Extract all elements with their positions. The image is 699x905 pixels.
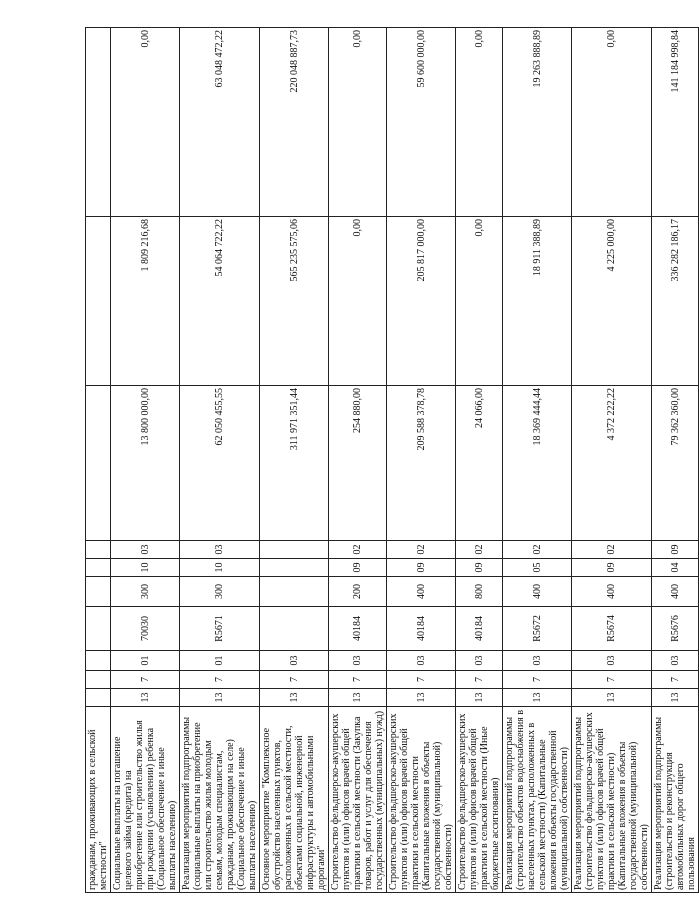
code-cell-3: 01 [180, 651, 260, 671]
table-row [180, 28, 260, 893]
table-row [111, 28, 180, 893]
amount-cell-1: 209 588 378,78 [387, 386, 456, 541]
amount-cell-3: 63 048 472,22 [180, 28, 260, 217]
empty-cell [86, 386, 111, 541]
table-header-row [86, 28, 111, 893]
row-name-cell: Реализация мероприятий подпрограммы (строительство объектов водоснабжения в населенных пунктах, расположенных в сельской местности) (Капитальные вложения в объекты государственной (муниципальной) собственности) [503, 707, 572, 893]
amount-cell-1: 18 369 444,44 [503, 386, 572, 541]
code-cell-6: 09 [387, 559, 456, 577]
code-cell-6: 09 [456, 559, 503, 577]
code-cell-3: 03 [503, 651, 572, 671]
code-cell-3: 03 [456, 651, 503, 671]
amount-cell-1: 62 050 455,55 [180, 386, 260, 541]
code-cell-6: 09 [572, 559, 652, 577]
code-cell-5: 800 [456, 577, 503, 607]
code-cell-2: 7 [503, 671, 572, 689]
code-cell-2: 7 [111, 671, 180, 689]
code-cell-3: 03 [387, 651, 456, 671]
code-cell-2: 7 [180, 671, 260, 689]
code-cell-5: 400 [572, 577, 652, 607]
empty-cell [86, 689, 111, 707]
code-cell-6: 04 [652, 559, 699, 577]
code-cell-4: R5672 [503, 607, 572, 651]
code-cell-7: 02 [456, 541, 503, 559]
header-text-cell: гражданам, проживающих в сельской местности" [86, 707, 111, 893]
amount-cell-3: 0,00 [111, 28, 180, 217]
code-cell-2: 7 [329, 671, 387, 689]
empty-cell [86, 651, 111, 671]
code-cell-5: 200 [329, 577, 387, 607]
amount-cell-3: 19 263 888,89 [503, 28, 572, 217]
amount-cell-1: 311 971 351,44 [260, 386, 329, 541]
amount-cell-3: 220 048 887,73 [260, 28, 329, 217]
empty-cell [86, 671, 111, 689]
code-cell-1: 13 [503, 689, 572, 707]
code-cell-4 [260, 607, 329, 651]
code-cell-5: 400 [387, 577, 456, 607]
empty-cell [86, 217, 111, 386]
code-cell-3: 03 [329, 651, 387, 671]
code-cell-4: 40184 [456, 607, 503, 651]
code-cell-3: 01 [111, 651, 180, 671]
code-cell-4: 40184 [329, 607, 387, 651]
code-cell-5: 400 [652, 577, 699, 607]
code-cell-1: 13 [572, 689, 652, 707]
table-row [387, 28, 456, 893]
row-name-cell: Реализация мероприятий подпрограммы (строительство и реконструкция автомобильных дорог общего пользования [652, 707, 699, 893]
code-cell-2: 7 [260, 671, 329, 689]
empty-cell [86, 541, 111, 559]
code-cell-4: R5676 [652, 607, 699, 651]
row-name-cell: Реализация мероприятий подпрограммы (социальные выплаты на приобретение или строительство жилья молодым семьям, молодым специалистам, гражданам, проживающим на селе) (Социальное обеспечение и иные выплаты населению) [180, 707, 260, 893]
budget-table [85, 27, 699, 893]
code-cell-1: 13 [329, 689, 387, 707]
code-cell-5 [260, 577, 329, 607]
code-cell-1: 13 [260, 689, 329, 707]
amount-cell-2: 565 235 575,06 [260, 217, 329, 386]
amount-cell-3: 0,00 [572, 28, 652, 217]
code-cell-2: 7 [652, 671, 699, 689]
empty-cell [86, 559, 111, 577]
code-cell-2: 7 [387, 671, 456, 689]
amount-cell-1: 254 880,00 [329, 386, 387, 541]
code-cell-3: 03 [572, 651, 652, 671]
table-row [503, 28, 572, 893]
code-cell-2: 7 [572, 671, 652, 689]
code-cell-6: 10 [111, 559, 180, 577]
code-cell-2: 7 [456, 671, 503, 689]
amount-cell-2: 0,00 [456, 217, 503, 386]
table-row [572, 28, 652, 893]
row-name-cell: Строительство фельдшерско-акушерских пунктов и (или) офисов врачей общей практики в сельской местности (Закупка товаров, работ и услуг для обеспечения государственных (муниципальных) нужд) [329, 707, 387, 893]
row-name-cell: Строительство фельдшерско-акушерских пунктов и (или) офисов врачей общей практики в сельской местности (Иные бюджетные ассигнования) [456, 707, 503, 893]
amount-cell-2: 0,00 [329, 217, 387, 386]
empty-cell [86, 28, 111, 217]
table-row [456, 28, 503, 893]
amount-cell-3: 59 600 000,00 [387, 28, 456, 217]
code-cell-1: 13 [652, 689, 699, 707]
row-name-cell: Социальные выплаты на погашение целевого займа (кредита) на приобретение или строительство жилья при рождении (усыновлении) ребенка (Социальное обеспечение и иные выплаты населению) [111, 707, 180, 893]
empty-cell [86, 577, 111, 607]
code-cell-7: 02 [387, 541, 456, 559]
code-cell-3: 03 [652, 651, 699, 671]
table-row [652, 28, 699, 893]
row-name-cell: Основное мероприятие "Комплексное обустройство населенных пунктов, расположенных в сельской местности, объектами социальной, инженерной инфраструктуры и автомобильными дорогами" [260, 707, 329, 893]
code-cell-1: 13 [456, 689, 503, 707]
code-cell-1: 13 [111, 689, 180, 707]
code-cell-7: 09 [652, 541, 699, 559]
amount-cell-2: 4 225 000,00 [572, 217, 652, 386]
code-cell-5: 300 [180, 577, 260, 607]
amount-cell-1: 4 372 222,22 [572, 386, 652, 541]
code-cell-4: 70030 [111, 607, 180, 651]
amount-cell-2: 54 064 722,22 [180, 217, 260, 386]
amount-cell-1: 13 800 000,00 [111, 386, 180, 541]
code-cell-7: 02 [572, 541, 652, 559]
code-cell-4: 40184 [387, 607, 456, 651]
code-cell-4: R5674 [572, 607, 652, 651]
code-cell-6 [260, 559, 329, 577]
rotated-budget-table-page [85, 28, 697, 893]
amount-cell-3: 141 184 998,84 [652, 28, 699, 217]
code-cell-6: 05 [503, 559, 572, 577]
empty-cell [86, 607, 111, 651]
code-cell-7: 02 [503, 541, 572, 559]
code-cell-1: 13 [180, 689, 260, 707]
code-cell-4: R5671 [180, 607, 260, 651]
code-cell-5: 400 [503, 577, 572, 607]
code-cell-3: 03 [260, 651, 329, 671]
code-cell-7: 02 [329, 541, 387, 559]
table-row [329, 28, 387, 893]
code-cell-5: 300 [111, 577, 180, 607]
amount-cell-2: 18 911 388,89 [503, 217, 572, 386]
amount-cell-1: 24 066,00 [456, 386, 503, 541]
code-cell-7: 03 [111, 541, 180, 559]
amount-cell-3: 0,00 [456, 28, 503, 217]
code-cell-1: 13 [387, 689, 456, 707]
amount-cell-2: 336 282 186,17 [652, 217, 699, 386]
code-cell-6: 10 [180, 559, 260, 577]
table-row [260, 28, 329, 893]
amount-cell-2: 1 809 216,68 [111, 217, 180, 386]
amount-cell-3: 0,00 [329, 28, 387, 217]
amount-cell-2: 205 817 000,00 [387, 217, 456, 386]
code-cell-7 [260, 541, 329, 559]
code-cell-7: 03 [180, 541, 260, 559]
row-name-cell: Реализация мероприятий подпрограммы (строительство фельдшерско-акушерских пунктов и (или) офисов врачей общей практики в сельской местности) (Капитальные вложения в объекты государственной (муниципальной) собственности) [572, 707, 652, 893]
row-name-cell: Строительство фельдшерско-акушерских пунктов и (или) офисов врачей общей практики в сельской местности (Капитальные вложения в объекты государственной (муниципальной) собственности) [387, 707, 456, 893]
amount-cell-1: 79 362 360,00 [652, 386, 699, 541]
code-cell-6: 09 [329, 559, 387, 577]
